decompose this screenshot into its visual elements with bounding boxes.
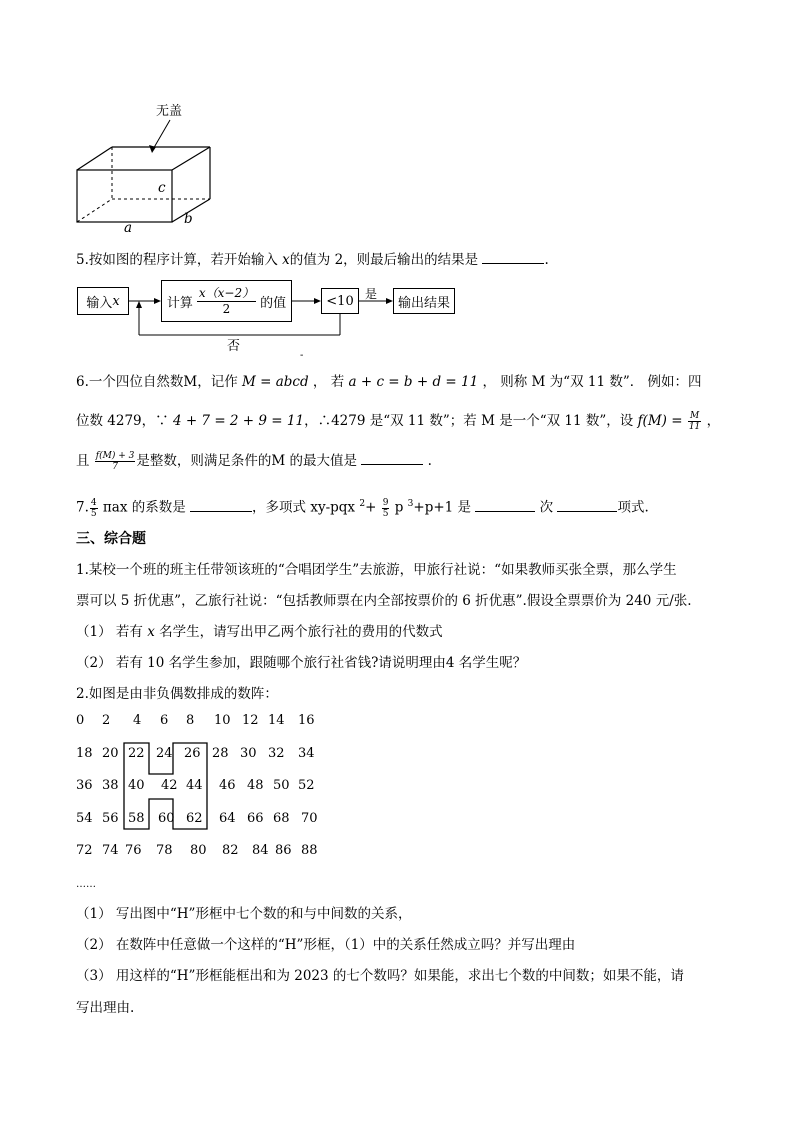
q7-frac1 <box>90 498 98 519</box>
array-cell: 16 <box>298 713 315 728</box>
p1-sub2: （2） 若有 10 名学生参加，跟随哪个旅行社省钱?请说明理由4 名学生呢？ <box>76 655 527 671</box>
array-cell: 66 <box>247 811 264 826</box>
q6-math-2: a + c = b + d = 11 <box>348 374 479 390</box>
open-box-diagram <box>70 95 230 225</box>
q5-var: x <box>282 252 290 268</box>
input-label: 输入 <box>86 295 113 311</box>
q6-frac-den: 11 <box>688 422 701 432</box>
array-cell: 76 <box>125 843 142 858</box>
array-cell: 36 <box>76 778 93 793</box>
q6-line2-b: ，∴4279 是“双 11 数”；若 M 是一个“双 11 数”，设 <box>304 413 634 429</box>
p1-line2: 票可以 5 折优惠”，乙旅行社说：“包括教师票在内全部按票价的 6 折优惠”.假设全票票价为 240 元/张. <box>76 593 692 609</box>
array-cell: 14 <box>268 713 285 728</box>
q5-answer-blank[interactable] <box>482 249 544 264</box>
question-5 <box>76 249 549 269</box>
question-6-line2 <box>76 409 720 433</box>
p1-sub1-b: 名学生，请写出甲乙两个旅行社的费用的代数式 <box>159 624 443 640</box>
array-cell: 86 <box>275 843 292 858</box>
yes-label: 是 <box>365 287 378 301</box>
compute-prefix: 计算 <box>166 295 193 311</box>
q7-sup2: 3 <box>407 499 414 509</box>
array-cell: 72 <box>76 843 93 858</box>
p2-sub2: （2） 在数阵中任意做一个这样的“H”形框，（1）中的关系任然成立吗？并写出理由 <box>76 937 576 953</box>
stray-mark: - <box>300 350 304 361</box>
array-cell: 74 <box>102 843 119 858</box>
label-b: b <box>184 211 193 227</box>
array-cell: 32 <box>268 746 285 761</box>
p2-sub3-line1: （3） 用这样的“H”形框能框出和为 2023 的七个数吗？如果能，求出七个数的中间数；如果不能，请 <box>76 968 684 984</box>
q7-text1: πax 的系数是 <box>102 499 186 516</box>
array-cell: 26 <box>184 746 201 761</box>
q7-frac1-num: 4 <box>90 497 97 508</box>
q6-fm: f(M) = <box>637 413 683 429</box>
q7-text6: 次 <box>539 499 554 516</box>
question-7 <box>76 492 649 520</box>
q6-frac-m11 <box>688 411 701 432</box>
compute-frac-num: x（x−2） <box>198 285 255 300</box>
q6-end: . <box>427 453 432 469</box>
array-cell: 20 <box>102 746 119 761</box>
q5-text2: 的值为 2，则最后输出的结果是 <box>289 252 479 268</box>
q6-frac3-num: f(M) + 3 <box>95 451 135 461</box>
q6-text-a: 6.一个四位自然数M，记作 <box>76 374 238 390</box>
array-cell: 78 <box>156 843 173 858</box>
q6-answer-blank[interactable] <box>361 450 423 465</box>
q5-text: 5.按如图的程序计算，若开始输入 <box>76 252 283 268</box>
section-3-title: 三、综合题 <box>76 531 146 547</box>
q7-text2: ，多项式 xy-pqx <box>252 499 356 516</box>
h-frame <box>121 740 241 835</box>
array-cell: 22 <box>128 746 145 761</box>
compute-frac-den: 2 <box>222 301 231 316</box>
array-cell: 80 <box>190 843 207 858</box>
array-cell: 54 <box>76 811 93 826</box>
array-cell: 58 <box>128 811 145 826</box>
question-6-line3 <box>76 449 432 473</box>
array-cell: 82 <box>222 843 239 858</box>
p2-intro: 2.如图是由非负偶数排成的数阵： <box>76 686 278 702</box>
q6-frac3-den: 7 <box>112 462 118 472</box>
array-cell: 62 <box>186 811 203 826</box>
label-a: a <box>124 220 133 236</box>
array-cell: 38 <box>102 778 119 793</box>
p1-line1: 1.某校一个班的班主任带领该班的“合唱团学生”去旅游，甲旅行社说：“如果教师买张全票，那么学生 <box>76 562 677 578</box>
q6-frac-fm3 <box>95 451 136 472</box>
flow-arrows <box>120 280 520 350</box>
label-c: c <box>158 180 166 196</box>
p1-sub1-var: x <box>147 624 155 640</box>
q6-line3-b: 是整数，则满足条件的M 的最大值是 <box>136 453 357 469</box>
array-cell: 70 <box>301 811 318 826</box>
q7-prefix: 7. <box>76 499 89 516</box>
array-cell: 4 <box>133 713 142 728</box>
q6-text-c: ， 则称 M 为“双 11 数”． 例如：四 <box>482 374 702 390</box>
no-label: 否 <box>227 339 241 354</box>
array-cell: 18 <box>76 746 93 761</box>
q7-text7: 项式. <box>617 499 649 516</box>
array-cell: 34 <box>298 746 315 761</box>
array-cell: 8 <box>186 713 195 728</box>
q6-line3-a: 且 <box>76 453 90 469</box>
q6-line2-math: 4 + 7 = 2 + 9 = 11 <box>172 413 305 429</box>
q6-text-b: ， 若 <box>312 374 345 390</box>
q7-blank-1[interactable] <box>190 497 252 512</box>
q7-text3: + <box>365 499 377 516</box>
array-cell: 64 <box>219 811 236 826</box>
array-cell: 0 <box>76 713 85 728</box>
q7-frac2-den: 5 <box>382 508 389 519</box>
q7-blank-2[interactable] <box>475 497 535 512</box>
question-6-line1 <box>76 373 702 391</box>
q6-frac-num: M <box>688 411 701 422</box>
p2-ellipsis: …… <box>76 879 96 890</box>
q7-sup1: 2 <box>359 499 366 509</box>
array-cell: 56 <box>102 811 119 826</box>
array-cell: 46 <box>219 778 236 793</box>
array-cell: 42 <box>161 778 178 793</box>
array-cell: 84 <box>252 843 269 858</box>
input-var: x <box>112 293 120 309</box>
array-cell: 40 <box>128 778 145 793</box>
output-label: 输出结果 <box>397 295 450 311</box>
array-cell: 24 <box>156 746 173 761</box>
p1-sub1 <box>76 623 443 641</box>
array-cell: 6 <box>160 713 169 728</box>
lid-label: 无盖 <box>156 104 183 119</box>
array-cell: 2 <box>102 713 111 728</box>
array-cell: 60 <box>158 811 175 826</box>
array-cell: 68 <box>273 811 290 826</box>
array-cell: 44 <box>186 778 203 793</box>
q7-text4: p <box>394 499 404 516</box>
q6-line2-c: ， <box>706 413 721 429</box>
p2-sub3-line2: 写出理由. <box>76 1000 135 1016</box>
q7-blank-3[interactable] <box>557 497 617 512</box>
q6-math-1: M = abcd <box>242 374 309 390</box>
array-cell: 88 <box>301 843 318 858</box>
array-cell: 12 <box>242 713 259 728</box>
array-cell: 10 <box>214 713 231 728</box>
p2-sub1: （1） 写出图中“H”形框中七个数的和与中间数的关系， <box>76 906 412 922</box>
array-cell: 28 <box>212 746 229 761</box>
q6-line2-a: 位数 4279，∵ <box>76 413 169 429</box>
array-cell: 48 <box>247 778 264 793</box>
array-cell: 52 <box>298 778 315 793</box>
array-cell: 50 <box>273 778 290 793</box>
q7-frac2 <box>382 498 390 519</box>
array-cell: 30 <box>240 746 257 761</box>
condition-label: <10 <box>326 293 354 309</box>
compute-suffix: 的值 <box>260 295 287 311</box>
p1-sub1-a: （1） 若有 <box>76 624 143 640</box>
q7-frac2-num: 9 <box>382 497 389 508</box>
q7-frac1-den: 5 <box>90 508 97 519</box>
q7-text5: +p+1 是 <box>413 499 472 516</box>
q5-end: . <box>544 252 549 268</box>
